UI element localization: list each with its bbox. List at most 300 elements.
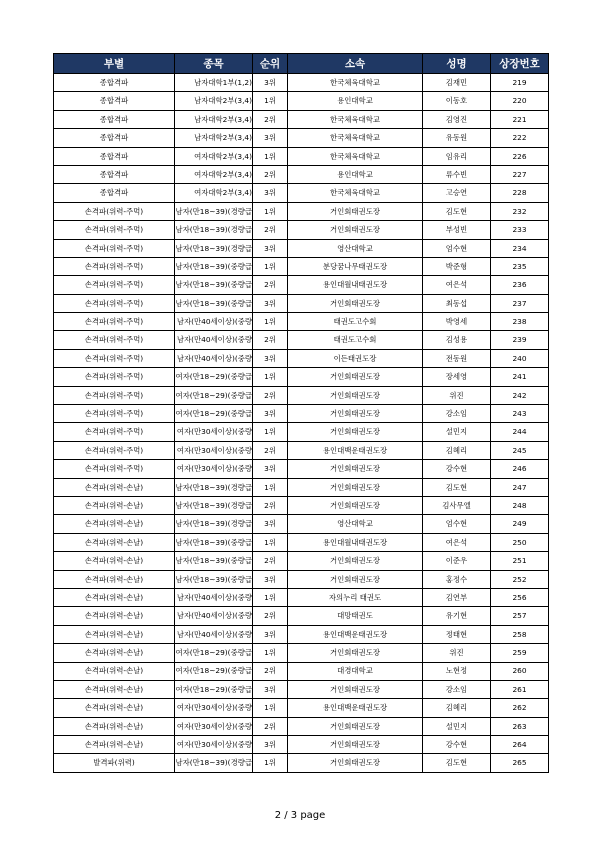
award-number-cell: 246 — [491, 460, 549, 478]
division-cell: 손격파(위력-손날) — [54, 533, 175, 551]
division-cell: 손격파(위력-주먹) — [54, 460, 175, 478]
table-row — [54, 313, 549, 331]
division-cell: 손격파(위력-주먹) — [54, 221, 175, 239]
event-text: 남자대학2부(3,4) — [194, 133, 252, 143]
award-number-cell: 245 — [491, 441, 549, 459]
event-cell — [175, 625, 253, 643]
rank-cell: 1위 — [253, 92, 288, 110]
name-cell: 이동호 — [423, 92, 491, 110]
award-number-cell: 247 — [491, 478, 549, 496]
name-cell: 고승연 — [423, 184, 491, 202]
event-cell — [175, 202, 253, 220]
event-cell — [175, 496, 253, 514]
event-cell — [175, 257, 253, 275]
award-number-cell: 257 — [491, 607, 549, 625]
award-number-cell: 265 — [491, 754, 549, 772]
rank-cell: 2위 — [253, 221, 288, 239]
name-cell: 전동원 — [423, 349, 491, 367]
affiliation-cell: 용인대백운태권도장 — [288, 441, 423, 459]
affiliation-cell: 거인회태권도장 — [288, 478, 423, 496]
event-cell — [175, 294, 253, 312]
affiliation-cell: 거인회태권도장 — [288, 754, 423, 772]
event-text: 여자(만30세이상)(중량 — [176, 464, 252, 474]
name-cell: 김도현 — [423, 754, 491, 772]
table-row — [54, 331, 549, 349]
event-cell — [175, 570, 253, 588]
award-number-cell: 239 — [491, 331, 549, 349]
rank-cell: 2위 — [253, 717, 288, 735]
affiliation-cell: 거인회태권도장 — [288, 552, 423, 570]
division-cell: 손격파(위력-손날) — [54, 717, 175, 735]
award-number-cell: 232 — [491, 202, 549, 220]
event-text: 남자(만18~39)(경량급 — [175, 243, 252, 253]
rank-cell: 1위 — [253, 147, 288, 165]
division-cell: 종합격파 — [54, 92, 175, 110]
name-cell: 노현정 — [423, 662, 491, 680]
event-cell — [175, 368, 253, 386]
division-cell: 손격파(위력-주먹) — [54, 294, 175, 312]
name-cell: 최동섭 — [423, 294, 491, 312]
affiliation-cell: 거인회태권도장 — [288, 460, 423, 478]
table-row — [54, 496, 549, 514]
affiliation-cell: 거인회태권도장 — [288, 423, 423, 441]
event-text: 남자대학2부(3,4) — [194, 114, 252, 124]
event-text: 여자(만18~29)(중량급 — [175, 409, 252, 419]
affiliation-cell: 태권도고수회 — [288, 331, 423, 349]
award-number-cell: 234 — [491, 239, 549, 257]
name-cell: 엄수현 — [423, 239, 491, 257]
rank-cell: 3위 — [253, 515, 288, 533]
results-table — [53, 53, 549, 773]
event-cell — [175, 662, 253, 680]
affiliation-cell: 거인회태권도장 — [288, 570, 423, 588]
table-row — [54, 239, 549, 257]
affiliation-cell: 거인회태권도장 — [288, 736, 423, 754]
division-cell: 손격파(위력-주먹) — [54, 386, 175, 404]
table-row — [54, 257, 549, 275]
event-text: 남자(만18~39)(경량급 — [175, 519, 252, 529]
event-cell — [175, 460, 253, 478]
rank-cell: 3위 — [253, 74, 288, 92]
rank-cell: 2위 — [253, 331, 288, 349]
event-cell — [175, 478, 253, 496]
event-cell — [175, 588, 253, 606]
table-row — [54, 221, 549, 239]
affiliation-cell: 대망태권도 — [288, 607, 423, 625]
table-row — [54, 699, 549, 717]
affiliation-cell: 용인대월내태권도장 — [288, 533, 423, 551]
division-cell: 손격파(위력-주먹) — [54, 202, 175, 220]
table-row — [54, 570, 549, 588]
name-cell: 김재민 — [423, 74, 491, 92]
award-number-cell: 244 — [491, 423, 549, 441]
table-row — [54, 276, 549, 294]
rank-cell: 3위 — [253, 239, 288, 257]
name-cell: 유기현 — [423, 607, 491, 625]
award-number-cell: 252 — [491, 570, 549, 588]
award-number-cell: 228 — [491, 184, 549, 202]
event-text: 여자대학2부(3,4) — [194, 169, 252, 179]
event-cell — [175, 239, 253, 257]
name-cell: 홍정수 — [423, 570, 491, 588]
event-text: 여자대학2부(3,4) — [194, 151, 252, 161]
name-cell: 강수현 — [423, 460, 491, 478]
division-cell: 손격파(위력-주먹) — [54, 368, 175, 386]
award-number-cell: 243 — [491, 405, 549, 423]
table-row — [54, 607, 549, 625]
event-cell — [175, 644, 253, 662]
affiliation-cell: 거인회태권도장 — [288, 221, 423, 239]
affiliation-cell: 이든태권도장 — [288, 349, 423, 367]
event-cell — [175, 129, 253, 147]
name-cell: 김혜리 — [423, 699, 491, 717]
name-cell: 엄수현 — [423, 515, 491, 533]
affiliation-cell: 한국체육대학교 — [288, 110, 423, 128]
award-number-cell: 222 — [491, 129, 549, 147]
event-text: 남자(만18~39)(중량급 — [175, 298, 252, 308]
rank-cell: 3위 — [253, 349, 288, 367]
award-number-cell: 263 — [491, 717, 549, 735]
rank-cell: 2위 — [253, 607, 288, 625]
division-cell: 종합격파 — [54, 74, 175, 92]
division-cell: 손격파(위력-손날) — [54, 478, 175, 496]
rank-cell: 3위 — [253, 184, 288, 202]
rank-cell: 1위 — [253, 202, 288, 220]
affiliation-cell: 한국체육대학교 — [288, 129, 423, 147]
award-number-cell: 260 — [491, 662, 549, 680]
division-cell: 종합격파 — [54, 147, 175, 165]
table-row — [54, 588, 549, 606]
award-number-cell: 241 — [491, 368, 549, 386]
table-body — [54, 74, 549, 773]
rank-cell: 2위 — [253, 386, 288, 404]
event-cell — [175, 736, 253, 754]
affiliation-cell: 거인회태권도장 — [288, 294, 423, 312]
event-text: 남자(만18~39)(중량급 — [175, 261, 252, 271]
table-row — [54, 533, 549, 551]
table-row — [54, 92, 549, 110]
award-number-cell: 219 — [491, 74, 549, 92]
event-cell — [175, 680, 253, 698]
table-row — [54, 349, 549, 367]
event-cell — [175, 441, 253, 459]
event-text: 남자(만40세이상)(중량 — [176, 353, 252, 363]
name-cell: 김성용 — [423, 331, 491, 349]
name-cell: 정태현 — [423, 625, 491, 643]
table-row — [54, 147, 549, 165]
division-cell: 종합격파 — [54, 129, 175, 147]
event-cell — [175, 74, 253, 92]
name-cell: 유동원 — [423, 129, 491, 147]
table-row — [54, 74, 549, 92]
name-cell: 김영진 — [423, 110, 491, 128]
award-number-cell: 227 — [491, 165, 549, 183]
event-text: 여자(만30세이상)(중량 — [176, 427, 252, 437]
header-award-number: 상장번호 — [491, 54, 549, 74]
event-text: 남자(만18~39)(경량급 — [175, 500, 252, 510]
division-cell: 손격파(위력-손날) — [54, 662, 175, 680]
table-row — [54, 441, 549, 459]
name-cell: 설민지 — [423, 717, 491, 735]
table-row — [54, 368, 549, 386]
affiliation-cell: 거인회태권도장 — [288, 386, 423, 404]
event-cell — [175, 405, 253, 423]
name-cell: 임유리 — [423, 147, 491, 165]
event-cell — [175, 331, 253, 349]
event-text: 남자(만40세이상)(중량 — [176, 317, 252, 327]
header-row — [54, 54, 549, 74]
rank-cell: 2위 — [253, 441, 288, 459]
event-cell — [175, 423, 253, 441]
event-cell — [175, 110, 253, 128]
event-cell — [175, 184, 253, 202]
rank-cell: 3위 — [253, 680, 288, 698]
event-cell — [175, 552, 253, 570]
table-row — [54, 736, 549, 754]
affiliation-cell: 자의누리 태권도 — [288, 588, 423, 606]
division-cell: 종합격파 — [54, 184, 175, 202]
name-cell: 강소임 — [423, 405, 491, 423]
event-text: 여자(만30세이상)(중량 — [176, 703, 252, 713]
table-row — [54, 110, 549, 128]
table-row — [54, 294, 549, 312]
event-text: 남자(만18~39)(중량급 — [175, 556, 252, 566]
event-text: 남자대학2부(3,4) — [194, 96, 252, 106]
rank-cell: 1위 — [253, 588, 288, 606]
event-cell — [175, 533, 253, 551]
division-cell: 손격파(위력-손날) — [54, 699, 175, 717]
rank-cell: 3위 — [253, 736, 288, 754]
award-number-cell: 258 — [491, 625, 549, 643]
name-cell: 부성빈 — [423, 221, 491, 239]
division-cell: 손격파(위력-주먹) — [54, 257, 175, 275]
award-number-cell: 249 — [491, 515, 549, 533]
affiliation-cell: 거인회태권도장 — [288, 368, 423, 386]
page-number: 2 / 3 page — [274, 810, 326, 821]
division-cell: 손격파(위력-손날) — [54, 607, 175, 625]
table-row — [54, 478, 549, 496]
event-text: 여자대학2부(3,4) — [194, 188, 252, 198]
event-cell — [175, 754, 253, 772]
rank-cell: 3위 — [253, 570, 288, 588]
event-text: 남자(만18~39)(경량급 — [175, 482, 252, 492]
name-cell: 강수현 — [423, 736, 491, 754]
award-number-cell: 250 — [491, 533, 549, 551]
division-cell: 손격파(위력-손날) — [54, 588, 175, 606]
rank-cell: 1위 — [253, 313, 288, 331]
table-row — [54, 129, 549, 147]
name-cell: 김도현 — [423, 478, 491, 496]
division-cell: 종합격파 — [54, 165, 175, 183]
table-row — [54, 680, 549, 698]
table-row — [54, 662, 549, 680]
name-cell: 박영세 — [423, 313, 491, 331]
affiliation-cell: 용인대백운태권도장 — [288, 625, 423, 643]
division-cell: 손격파(위력-주먹) — [54, 405, 175, 423]
rank-cell: 2위 — [253, 276, 288, 294]
results-sheet — [53, 53, 548, 773]
award-number-cell: 242 — [491, 386, 549, 404]
division-cell: 손격파(위력-주먹) — [54, 239, 175, 257]
rank-cell: 3위 — [253, 625, 288, 643]
affiliation-cell: 용인대백운태권도장 — [288, 699, 423, 717]
rank-cell: 1위 — [253, 423, 288, 441]
event-text: 여자(만18~29)(중량급 — [175, 390, 252, 400]
division-cell: 손격파(위력-주먹) — [54, 441, 175, 459]
name-cell: 위진 — [423, 644, 491, 662]
affiliation-cell: 영산대학교 — [288, 239, 423, 257]
name-cell: 여은석 — [423, 276, 491, 294]
table-row — [54, 165, 549, 183]
event-cell — [175, 147, 253, 165]
award-number-cell: 251 — [491, 552, 549, 570]
name-cell: 장세영 — [423, 368, 491, 386]
rank-cell: 1위 — [253, 257, 288, 275]
table-row — [54, 460, 549, 478]
rank-cell: 1위 — [253, 533, 288, 551]
award-number-cell: 262 — [491, 699, 549, 717]
award-number-cell: 220 — [491, 92, 549, 110]
table-row — [54, 423, 549, 441]
header-rank: 순위 — [253, 54, 288, 74]
event-cell — [175, 349, 253, 367]
event-text: 남자(만18~39)(경량급 — [175, 206, 252, 216]
affiliation-cell: 한국체육대학교 — [288, 184, 423, 202]
award-number-cell: 256 — [491, 588, 549, 606]
event-text: 남자(만40세이상)(중량 — [176, 611, 252, 621]
award-number-cell: 233 — [491, 221, 549, 239]
table-header — [54, 54, 549, 74]
header-division: 부별 — [54, 54, 175, 74]
division-cell: 손격파(위력-주먹) — [54, 313, 175, 331]
award-number-cell: 238 — [491, 313, 549, 331]
name-cell: 김도현 — [423, 202, 491, 220]
event-text: 여자(만18~29)(중량급 — [175, 666, 252, 676]
rank-cell: 1위 — [253, 478, 288, 496]
rank-cell: 2위 — [253, 496, 288, 514]
affiliation-cell: 거인회태권도장 — [288, 202, 423, 220]
name-cell: 박준형 — [423, 257, 491, 275]
award-number-cell: 248 — [491, 496, 549, 514]
rank-cell: 3위 — [253, 405, 288, 423]
award-number-cell: 236 — [491, 276, 549, 294]
table-row — [54, 202, 549, 220]
name-cell: 여은석 — [423, 533, 491, 551]
division-cell: 손격파(위력-주먹) — [54, 276, 175, 294]
table-row — [54, 184, 549, 202]
event-text: 여자(만18~29)(중량급 — [175, 684, 252, 694]
rank-cell: 3위 — [253, 294, 288, 312]
rank-cell: 2위 — [253, 552, 288, 570]
header-event: 종목 — [175, 54, 253, 74]
event-cell — [175, 699, 253, 717]
division-cell: 손격파(위력-손날) — [54, 644, 175, 662]
name-cell: 김연부 — [423, 588, 491, 606]
award-number-cell: 259 — [491, 644, 549, 662]
affiliation-cell: 거인회태권도장 — [288, 405, 423, 423]
event-text: 남자(만18~39)(중량급 — [175, 574, 252, 584]
division-cell: 손격파(위력-손날) — [54, 552, 175, 570]
table-row — [54, 386, 549, 404]
award-number-cell: 261 — [491, 680, 549, 698]
division-cell: 손격파(위력-손날) — [54, 625, 175, 643]
name-cell: 위진 — [423, 386, 491, 404]
event-cell — [175, 221, 253, 239]
table-row — [54, 644, 549, 662]
award-number-cell: 221 — [491, 110, 549, 128]
event-text: 남자(만18~39)(중량급 — [175, 280, 252, 290]
affiliation-cell: 영산대학교 — [288, 515, 423, 533]
rank-cell: 1위 — [253, 368, 288, 386]
affiliation-cell: 한국체육대학교 — [288, 147, 423, 165]
event-text: 남자(만40세이상)(중량 — [176, 335, 252, 345]
award-number-cell: 240 — [491, 349, 549, 367]
division-cell: 손격파(위력-주먹) — [54, 349, 175, 367]
event-text: 남자(만18~39)(경량급 — [175, 225, 252, 235]
affiliation-cell: 거인회태권도장 — [288, 644, 423, 662]
division-cell: 손격파(위력-손날) — [54, 496, 175, 514]
header-affiliation: 소속 — [288, 54, 423, 74]
division-cell: 손격파(위력-손날) — [54, 570, 175, 588]
event-text: 남자(만40세이상)(중량 — [176, 592, 252, 602]
event-text: 여자(만30세이상)(중량 — [176, 740, 252, 750]
event-cell — [175, 313, 253, 331]
name-cell: 김혜리 — [423, 441, 491, 459]
event-cell — [175, 165, 253, 183]
division-cell: 손격파(위력-손날) — [54, 515, 175, 533]
affiliation-cell: 한국체육대학교 — [288, 74, 423, 92]
rank-cell: 2위 — [253, 165, 288, 183]
event-text: 남자(만18~39)(중량급 — [175, 537, 252, 547]
event-text: 남자(만18~39)(경량급 — [175, 758, 252, 768]
affiliation-cell: 거인회태권도장 — [288, 680, 423, 698]
rank-cell: 1위 — [253, 644, 288, 662]
affiliation-cell: 용인대학교 — [288, 165, 423, 183]
name-cell: 설민지 — [423, 423, 491, 441]
table-row — [54, 515, 549, 533]
event-text: 여자(만30세이상)(중량 — [176, 721, 252, 731]
name-cell: 김사무엘 — [423, 496, 491, 514]
event-cell — [175, 515, 253, 533]
rank-cell: 3위 — [253, 129, 288, 147]
division-cell: 손격파(위력-손날) — [54, 680, 175, 698]
affiliation-cell: 용인대학교 — [288, 92, 423, 110]
event-cell — [175, 607, 253, 625]
event-cell — [175, 717, 253, 735]
name-cell: 강소임 — [423, 680, 491, 698]
division-cell: 손격파(위력-손날) — [54, 736, 175, 754]
header-name: 성명 — [423, 54, 491, 74]
event-text: 여자(만18~29)(중량급 — [175, 372, 252, 382]
event-text: 남자(만40세이상)(중량 — [176, 629, 252, 639]
event-text: 여자(만18~29)(중량급 — [175, 648, 252, 658]
rank-cell: 2위 — [253, 110, 288, 128]
table-row — [54, 625, 549, 643]
award-number-cell: 235 — [491, 257, 549, 275]
award-number-cell: 226 — [491, 147, 549, 165]
table-row — [54, 405, 549, 423]
table-row — [54, 754, 549, 772]
affiliation-cell: 거인회태권도장 — [288, 496, 423, 514]
affiliation-cell: 거인회태권도장 — [288, 717, 423, 735]
table-row — [54, 717, 549, 735]
event-cell — [175, 276, 253, 294]
division-cell: 종합격파 — [54, 110, 175, 128]
name-cell: 이준우 — [423, 552, 491, 570]
rank-cell: 1위 — [253, 699, 288, 717]
affiliation-cell: 대경대학교 — [288, 662, 423, 680]
event-cell — [175, 92, 253, 110]
